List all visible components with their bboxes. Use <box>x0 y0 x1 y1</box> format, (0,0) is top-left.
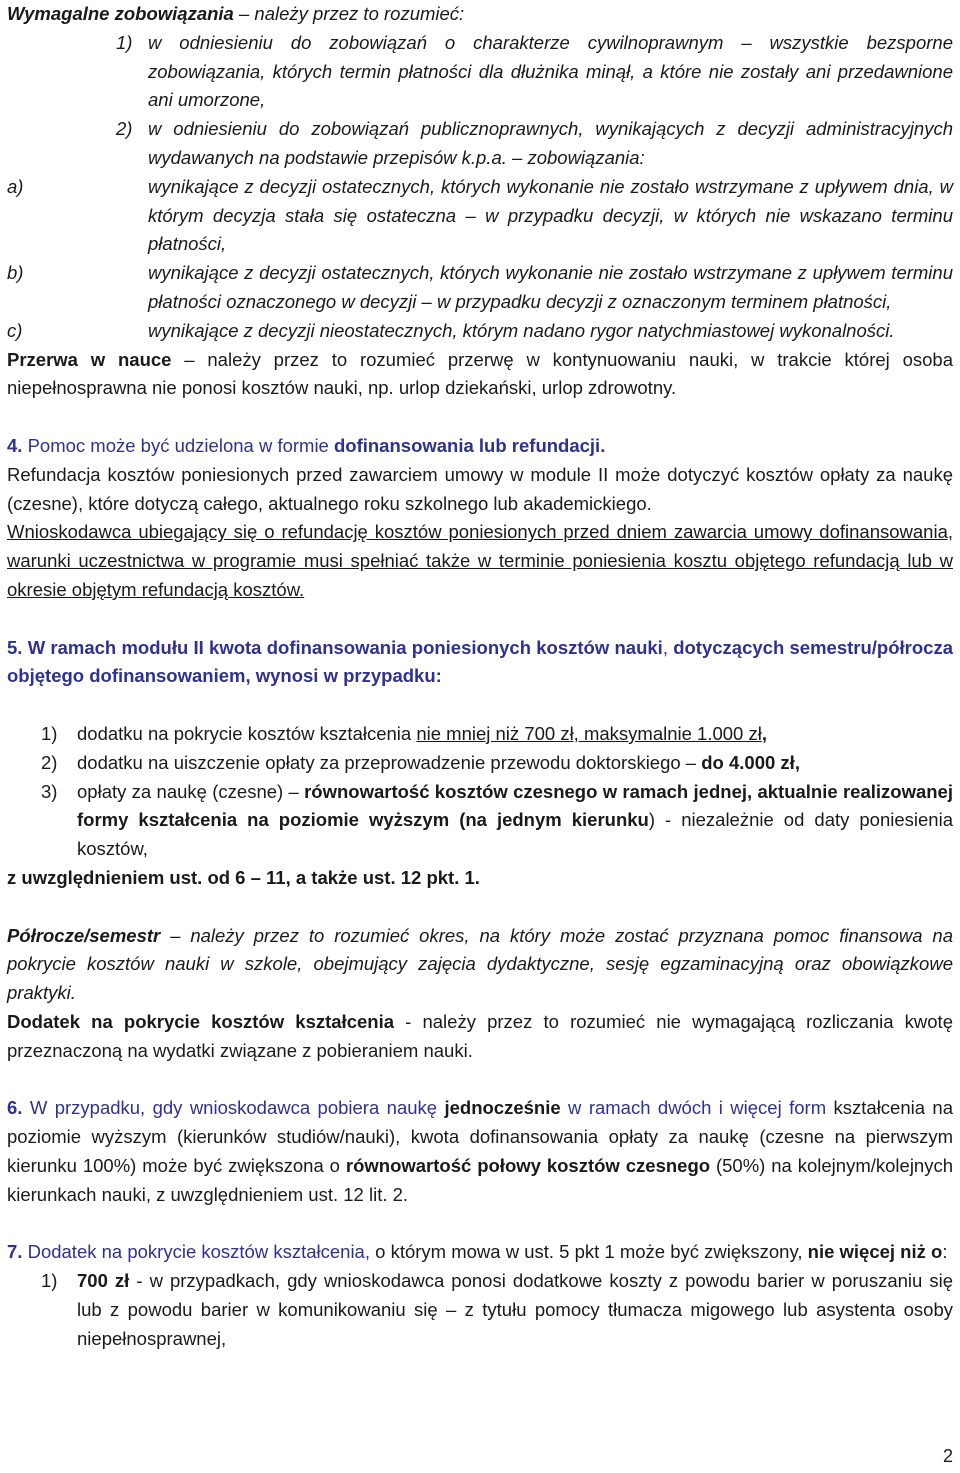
wymagalne-intro: – należy przez to rozumieć: <box>233 3 465 24</box>
list-marker: c) <box>7 319 23 341</box>
section-6-b: jednocześnie <box>444 1097 561 1119</box>
section-7-c: nie więcej niż o <box>807 1241 943 1263</box>
list-item-text: dodatku na pokrycie kosztów kształcenia <box>77 722 417 744</box>
list-marker: 1) <box>41 1270 58 1292</box>
section-6-f: (50%) na kolejnym/kolejnych kierunkach nauki, z uwzględnieniem ust. 12 lit. 2. <box>7 1154 954 1205</box>
section-7-d: : <box>942 1241 948 1263</box>
list-item-tail: ) - niezależnie od daty poniesienia kosztów, <box>77 809 953 860</box>
list-marker: 2) <box>41 751 58 773</box>
list-marker: 1) <box>41 722 58 744</box>
section-6-e: równowartość połowy kosztów czesnego <box>345 1154 711 1176</box>
list-item <box>7 720 953 749</box>
list-marker: a) <box>7 175 24 197</box>
section-7-b: o którym mowa w ust. 5 pkt 1 może być zwiększony, <box>370 1241 808 1263</box>
list-marker: 2) <box>116 118 133 140</box>
polrocze-text: – należy przez to rozumieć okres, na który może zostać przyznana pomoc finansowa na pokrycie kosztów nauki w szkole, obejmujący zajęcia dydaktyczne, sesję egzaminacyjną oraz obowiązkowe praktyki. <box>7 924 953 1004</box>
list-item-text: wynikające z decyzji nieostatecznych, którym nadano rygor natychmiastowej wykonalności. <box>148 319 895 341</box>
section-number: 6. <box>7 1097 23 1119</box>
list-marker: 1) <box>116 31 133 53</box>
section-7-a: Dodatek na pokrycie kosztów kształcenia, <box>22 1241 370 1263</box>
section-6-d: kształcenia na poziomie wyższym (kierunków studiów/nauki), kwota dofinansowania opłaty za naukę (czesne na pierwszym kierunku 100%) może być zwiększona o <box>7 1097 954 1176</box>
list-item <box>7 1267 953 1353</box>
list-marker: b) <box>7 262 24 284</box>
section-4-head-bold: dofinansowania lub refundacji. <box>333 434 606 456</box>
section-5-head-comma: , <box>662 636 668 658</box>
page-number: 2 <box>942 1446 953 1466</box>
section-4-heading <box>7 432 953 461</box>
spacer <box>7 893 953 922</box>
section-number: 5. <box>7 636 23 658</box>
list-item-text: w odniesieniu do zobowiązań o charakterze cywilnoprawnym – wszystkie bezsporne zobowiązania, których termin płatności dla dłużnika minął, a które nie zostały ani przedawnione ani umorzone, <box>148 31 953 111</box>
list-item-text: wynikające z decyzji ostatecznych, których wykonanie nie zostało wstrzymane z upływem dnia, w którym decyzja stała się ostateczna – w przypadku decyzji, w których nie wskazano terminu płatności, <box>148 175 953 255</box>
wymagalne-term: Wymagalne zobowiązania <box>7 3 234 24</box>
section-7-paragraph <box>7 1238 953 1267</box>
list-item <box>7 778 953 864</box>
wymagalne-sublist <box>7 173 953 346</box>
list-item-end: , <box>761 722 767 744</box>
czesne-equivalent: równowartość kosztów czesnego w ramach jednej, aktualnie realizowanej formy kształcenia na poziomie wyższym (na jednym kierunku <box>77 780 953 831</box>
spacer <box>7 403 953 432</box>
section-5-heading <box>7 634 953 692</box>
list-marker: 3) <box>41 780 58 802</box>
wymagalne-paragraph <box>7 0 953 29</box>
wnioskodawca-paragraph: Wnioskodawca ubiegający się o refundację kosztów poniesionych przed dniem zawarcia umowy dofinansowania, warunki uczestnictwa w programie musi spełniać także w terminie poniesienia kosztu objętego refundacją lub w okresie objętym refundacją kosztów. <box>7 521 953 600</box>
amount-range: nie mniej niż 700 zł, maksymalnie 1.000 zł <box>416 722 762 744</box>
section-6-a: W przypadku, gdy wnioskodawca pobiera naukę <box>22 1097 445 1119</box>
list-item <box>7 29 953 115</box>
section-4-head: Pomoc może być udzielona w formie <box>22 434 334 456</box>
amount-max: do 4.000 zł, <box>701 751 800 773</box>
spacer <box>7 1209 953 1238</box>
section-5-list <box>7 720 953 864</box>
dodatek-text: - należy przez to rozumieć nie wymagającą rozliczania kwotę przeznaczoną na wydatki związane z pobieraniem nauki. <box>7 1010 953 1061</box>
przerwa-paragraph <box>7 346 953 404</box>
section-5-head-a: W ramach modułu II kwota dofinansowania poniesionych kosztów nauki <box>22 636 663 658</box>
list-item <box>7 115 953 173</box>
spacer <box>7 691 953 720</box>
section-number: 7. <box>7 1241 23 1263</box>
przerwa-text: – należy przez to rozumieć przerwę w kontynuowaniu nauki, w trakcie której osoba niepełnosprawna nie ponosi kosztów nauki, np. urlop dziekański, urlop zdrowotny. <box>7 348 953 399</box>
polrocze-paragraph <box>7 922 953 1008</box>
list-item-text: opłaty za naukę (czesne) – <box>77 780 305 802</box>
section-5-head-b: dotyczących semestru/półrocza objętego dofinansowaniem, wynosi w przypadku: <box>7 636 953 687</box>
przerwa-term: Przerwa w nauce <box>7 348 172 370</box>
refundacja-paragraph: Refundacja kosztów poniesionych przed zawarciem umowy w module II może dotyczyć kosztów opłaty za naukę (czesne), które dotyczą całego, aktualnego roku szkolnego lub akademickiego. <box>7 463 953 514</box>
section-5-footer: z uwzględnieniem ust. od 6 – 11, a także ust. 12 pkt. 1. <box>7 866 480 888</box>
spacer <box>7 605 953 634</box>
list-item-text: wynikające z decyzji ostatecznych, których wykonanie nie zostało wstrzymane z upływem terminu płatności oznaczonego w decyzji – w przypadku decyzji z oznaczonym terminem płatności, <box>148 262 953 312</box>
list-item-text: dodatku na uiszczenie opłaty za przeprowadzenie przewodu doktorskiego – <box>77 751 702 773</box>
list-item <box>7 173 953 259</box>
list-item-text: - w przypadkach, gdy wnioskodawca ponosi dodatkowe koszty z powodu barier w poruszaniu się lub z powodu barier w komunikowaniu się – z tytułu pomocy tłumacza migowego lub asystenta osoby niepełnosprawnej, <box>77 1270 953 1349</box>
wymagalne-list <box>7 29 953 173</box>
list-item-text: w odniesieniu do zobowiązań publicznoprawnych, wynikających z decyzji administracyjnych wydawanych na podstawie przepisów k.p.a. – zobowiązania: <box>148 118 953 168</box>
section-6-c: w ramach dwóch i więcej form <box>560 1097 827 1119</box>
polrocze-term: Półrocze/semestr <box>7 924 161 946</box>
dodatek-paragraph <box>7 1008 953 1066</box>
section-7-list <box>7 1267 953 1353</box>
list-item <box>7 259 953 317</box>
dodatek-term: Dodatek na pokrycie kosztów kształcenia <box>7 1010 394 1032</box>
list-item <box>7 317 953 346</box>
spacer <box>7 1065 953 1094</box>
section-number: 4. <box>7 434 23 456</box>
amount: 700 zł <box>77 1270 130 1292</box>
section-6-paragraph <box>7 1094 953 1209</box>
list-item <box>7 749 953 778</box>
